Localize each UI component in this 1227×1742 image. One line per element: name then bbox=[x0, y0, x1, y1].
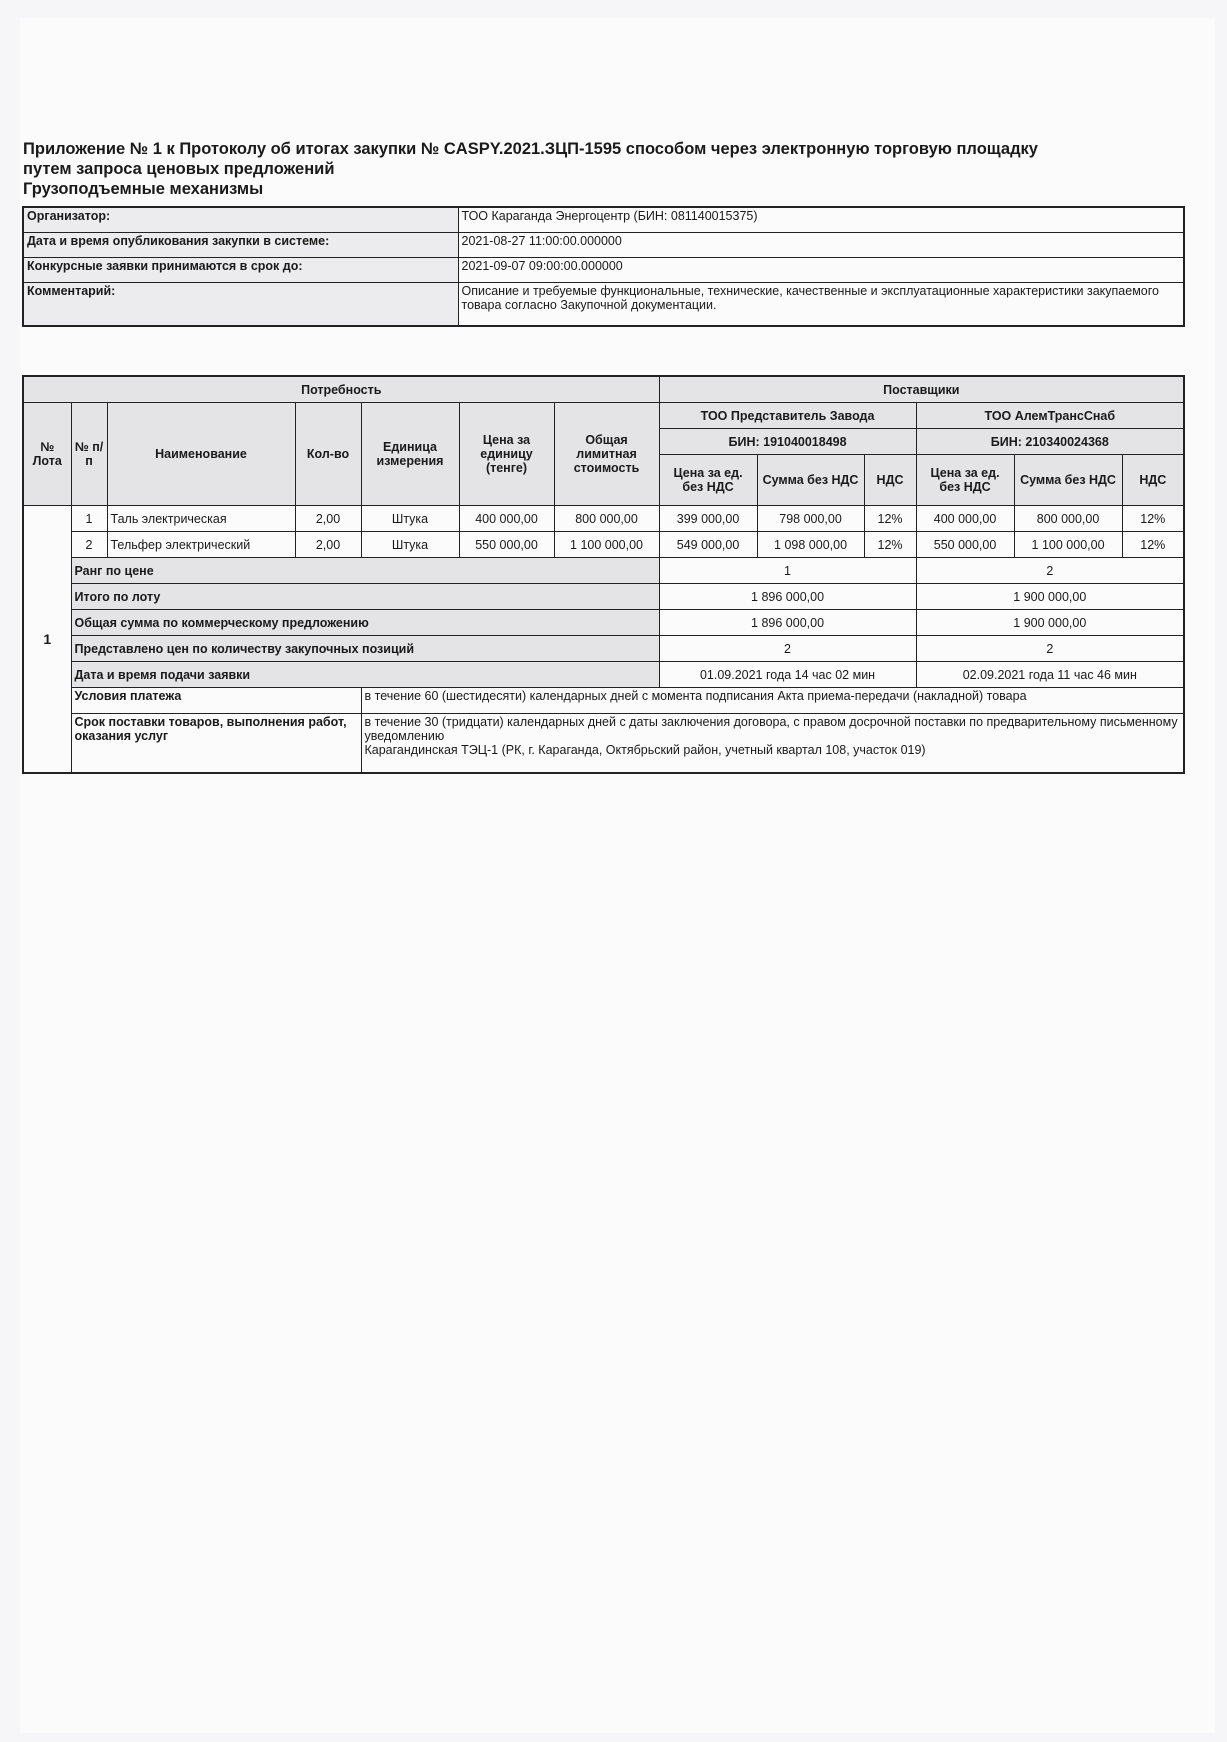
s1-sum-header: Сумма без НДС bbox=[757, 455, 864, 506]
item-s1-price: 549 000,00 bbox=[659, 532, 757, 558]
payment-label: Условия платежа bbox=[71, 688, 361, 714]
col-name-header: Наименование bbox=[107, 403, 295, 506]
supplier-1-bin: БИН: 191040018498 bbox=[659, 429, 916, 455]
col-lot-header: № Лота bbox=[23, 403, 71, 506]
suppliers-header: Поставщики bbox=[659, 376, 1184, 403]
item-pos: 2 bbox=[71, 532, 107, 558]
summary-s2: 02.09.2021 года 11 час 46 мин bbox=[916, 662, 1184, 688]
s1-vat-header: НДС bbox=[864, 455, 916, 506]
col-qty-header: Кол-во bbox=[295, 403, 361, 506]
item-s2-price: 400 000,00 bbox=[916, 506, 1014, 532]
summary-row bbox=[23, 584, 1184, 610]
published-value: 2021-08-27 11:00:00.000000 bbox=[458, 233, 1184, 258]
heading-line-1: Приложение № 1 к Протоколу об итогах закупки № CASPY.2021.ЗЦП-1595 способом через электронную торговую площадку bbox=[23, 140, 1038, 158]
summary-s2: 1 900 000,00 bbox=[916, 584, 1184, 610]
item-name: Тельфер электрический bbox=[107, 532, 295, 558]
col-price-header: Цена за единицу (тенге) bbox=[459, 403, 554, 506]
item-s2-sum: 1 100 000,00 bbox=[1014, 532, 1122, 558]
item-qty: 2,00 bbox=[295, 506, 361, 532]
payment-row bbox=[23, 688, 1184, 714]
summary-label: Итого по лоту bbox=[71, 584, 659, 610]
summary-s2: 1 900 000,00 bbox=[916, 610, 1184, 636]
item-price: 400 000,00 bbox=[459, 506, 554, 532]
item-s1-sum: 798 000,00 bbox=[757, 506, 864, 532]
terms-value-line-2: Карагандинская ТЭЦ-1 (РК, г. Караганда, Октябрьский район, учетный квартал 108, участок 019) bbox=[364, 743, 926, 757]
summary-row bbox=[23, 636, 1184, 662]
terms-row bbox=[23, 714, 1184, 774]
item-price: 550 000,00 bbox=[459, 532, 554, 558]
need-header: Потребность bbox=[23, 376, 659, 403]
deadline-value: 2021-09-07 09:00:00.000000 bbox=[458, 258, 1184, 283]
col-pos-header: № п/п bbox=[71, 403, 107, 506]
item-qty: 2,00 bbox=[295, 532, 361, 558]
summary-label: Общая сумма по коммерческому предложению bbox=[71, 610, 659, 636]
col-unit-header: Единица измерения bbox=[361, 403, 459, 506]
item-s2-sum: 800 000,00 bbox=[1014, 506, 1122, 532]
lot-number: 1 bbox=[23, 506, 71, 774]
organizer-value: ТОО Караганда Энергоцентр (БИН: 081140015375) bbox=[458, 207, 1184, 233]
summary-s1: 1 896 000,00 bbox=[659, 584, 916, 610]
item-pos: 1 bbox=[71, 506, 107, 532]
results-table bbox=[22, 375, 1185, 774]
summary-s2: 2 bbox=[916, 636, 1184, 662]
item-s2-vat: 12% bbox=[1122, 506, 1184, 532]
col-total-header: Общая лимитная стоимость bbox=[554, 403, 659, 506]
summary-row bbox=[23, 662, 1184, 688]
table-row bbox=[23, 532, 1184, 558]
heading-line-2: путем запроса ценовых предложений bbox=[23, 160, 335, 178]
item-s1-sum: 1 098 000,00 bbox=[757, 532, 864, 558]
terms-value-line-1: в течение 30 (тридцати) календарных дней с даты заключения договора, с правом досрочной поставки по предварительному письменному уведомлению bbox=[364, 715, 1178, 743]
item-total: 1 100 000,00 bbox=[554, 532, 659, 558]
item-s1-price: 399 000,00 bbox=[659, 506, 757, 532]
s2-price-header: Цена за ед. без НДС bbox=[916, 455, 1014, 506]
s1-price-header: Цена за ед. без НДС bbox=[659, 455, 757, 506]
summary-s1: 2 bbox=[659, 636, 916, 662]
summary-label: Дата и время подачи заявки bbox=[71, 662, 659, 688]
comment-value: Описание и требуемые функциональные, технические, качественные и эксплуатационные характеристики закупаемого товара согласно Закупочной документации. bbox=[458, 283, 1184, 327]
summary-s1: 01.09.2021 года 14 час 02 мин bbox=[659, 662, 916, 688]
supplier-2-name: ТОО АлемТрансСнаб bbox=[916, 403, 1184, 429]
item-s1-vat: 12% bbox=[864, 506, 916, 532]
heading-line-3: Грузоподъемные механизмы bbox=[23, 180, 264, 198]
s2-sum-header: Сумма без НДС bbox=[1014, 455, 1122, 506]
document-heading bbox=[23, 139, 1203, 199]
terms-value bbox=[361, 714, 1184, 774]
procurement-info-table bbox=[22, 206, 1185, 327]
item-name: Таль электрическая bbox=[107, 506, 295, 532]
summary-s1: 1 896 000,00 bbox=[659, 610, 916, 636]
summary-label: Ранг по цене bbox=[71, 558, 659, 584]
summary-s1: 1 bbox=[659, 558, 916, 584]
supplier-1-name: ТОО Представитель Завода bbox=[659, 403, 916, 429]
comment-label: Комментарий: bbox=[23, 283, 458, 327]
payment-value: в течение 60 (шестидесяти) календарных дней с момента подписания Акта приема-передачи (накладной) товара bbox=[361, 688, 1184, 714]
published-label: Дата и время опубликования закупки в системе: bbox=[23, 233, 458, 258]
summary-row bbox=[23, 610, 1184, 636]
summary-row bbox=[23, 558, 1184, 584]
item-s2-vat: 12% bbox=[1122, 532, 1184, 558]
item-s1-vat: 12% bbox=[864, 532, 916, 558]
summary-label: Представлено цен по количеству закупочных позиций bbox=[71, 636, 659, 662]
item-total: 800 000,00 bbox=[554, 506, 659, 532]
deadline-label: Конкурсные заявки принимаются в срок до: bbox=[23, 258, 458, 283]
supplier-2-bin: БИН: 210340024368 bbox=[916, 429, 1184, 455]
summary-s2: 2 bbox=[916, 558, 1184, 584]
s2-vat-header: НДС bbox=[1122, 455, 1184, 506]
terms-label: Срок поставки товаров, выполнения работ, оказания услуг bbox=[71, 714, 361, 774]
item-s2-price: 550 000,00 bbox=[916, 532, 1014, 558]
item-unit: Штука bbox=[361, 532, 459, 558]
organizer-label: Организатор: bbox=[23, 207, 458, 233]
item-unit: Штука bbox=[361, 506, 459, 532]
table-row bbox=[23, 506, 1184, 532]
